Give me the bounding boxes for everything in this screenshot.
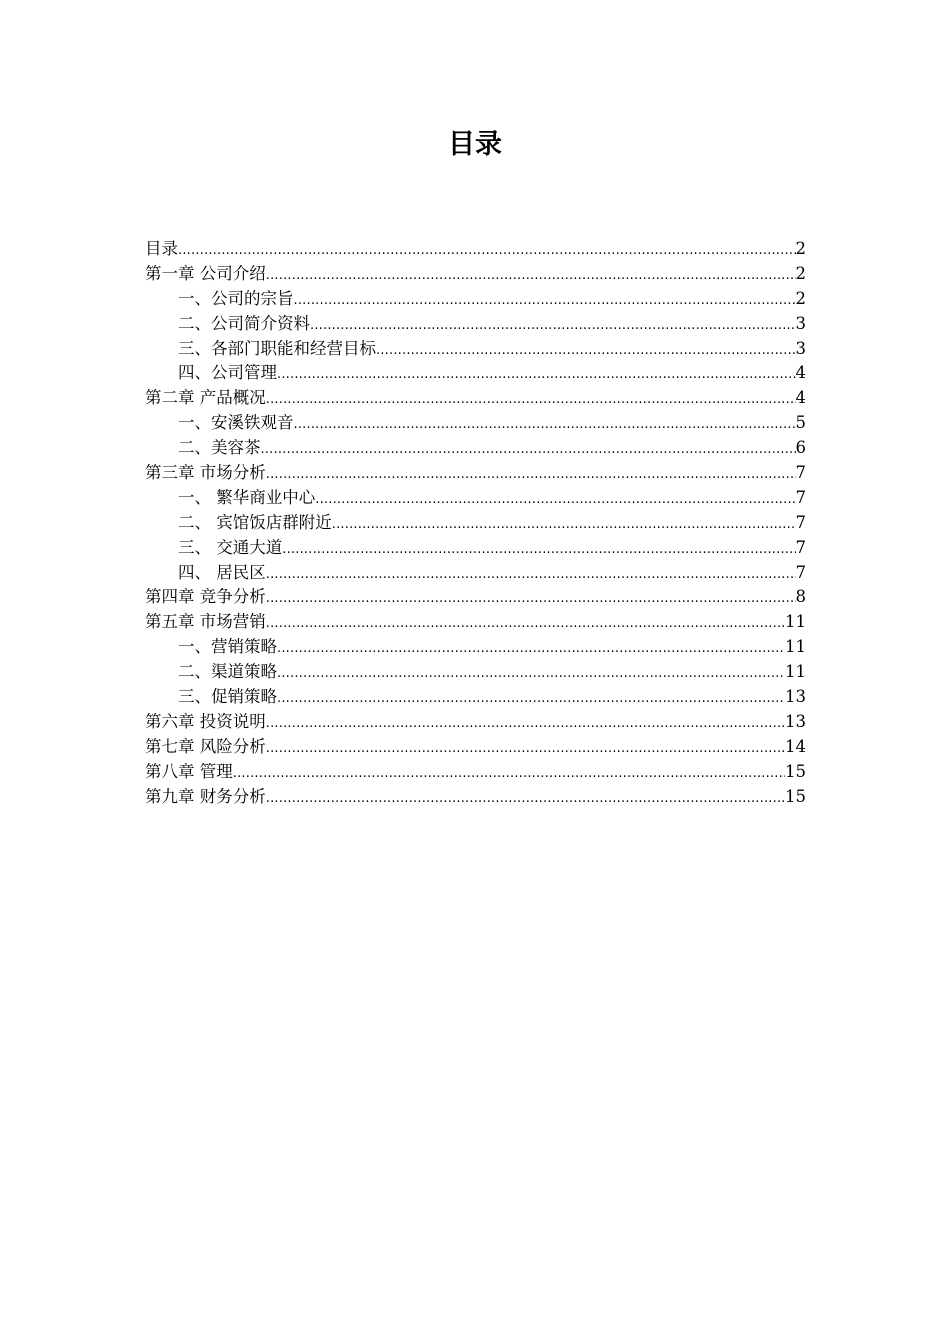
toc-page-number: 5 [795,413,806,433]
toc-entry-label: 四、公司管理 [178,363,277,383]
toc-entry[interactable] [145,436,806,461]
toc-entry-label: 一、公司的宗旨 [178,288,294,308]
toc-entry[interactable] [145,536,806,561]
toc-entry[interactable] [145,685,806,710]
toc-entry-label: 二、美容茶 [178,438,261,458]
toc-entry-label: 一、安溪铁观音 [178,413,294,433]
toc-entry-label: 第二章 产品概况 [145,388,266,408]
toc-page-number: 11 [785,662,806,682]
toc-entry[interactable] [145,312,806,337]
toc-entry-label: 三、 交通大道 [178,537,283,557]
toc-entry[interactable] [145,486,806,511]
toc-page-number: 2 [795,263,806,283]
toc-dot-leader [277,637,785,662]
toc-dot-leader [294,413,796,438]
toc-entry-label: 一、 繁华商业中心 [178,487,316,507]
toc-dot-leader [261,438,796,463]
toc-dot-leader [277,662,785,687]
toc-entry-label: 二、渠道策略 [178,662,277,682]
toc-entry-label: 第三章 市场分析 [145,463,266,483]
toc-dot-leader [266,712,785,737]
toc-dot-leader [266,737,785,762]
toc-page-number: 13 [785,687,806,707]
toc-page-number: 15 [785,786,806,806]
toc-dot-leader [376,339,796,364]
table-of-contents [145,237,806,809]
toc-page-number: 2 [795,288,806,308]
toc-entry-label: 第七章 风险分析 [145,736,266,756]
toc-dot-leader [315,488,795,513]
toc-dot-leader [266,787,785,812]
toc-entry-label: 二、公司简介资料 [178,313,310,333]
toc-entry[interactable] [145,760,806,785]
toc-dot-leader [266,264,796,289]
toc-page-number: 7 [795,537,806,557]
toc-entry-label: 三、促销策略 [178,687,277,707]
toc-entry-label: 第四章 竞争分析 [145,587,266,607]
toc-dot-leader [310,314,796,339]
toc-entry[interactable] [145,710,806,735]
toc-page-number: 4 [795,363,806,383]
toc-dot-leader [233,762,785,787]
toc-entry-label: 一、营销策略 [178,637,277,657]
toc-dot-leader [294,289,796,314]
toc-page-number: 7 [795,512,806,532]
toc-page-number: 6 [795,438,806,458]
toc-entry-label: 第五章 市场营销 [145,612,266,632]
toc-dot-leader [266,612,785,637]
toc-entry-label: 第九章 财务分析 [145,786,266,806]
toc-entry-label: 第一章 公司介绍 [145,263,266,283]
toc-entry-label: 三、各部门职能和经营目标 [178,338,376,358]
toc-page-number: 2 [795,239,806,258]
toc-dot-leader [266,587,796,612]
toc-entry[interactable] [145,735,806,760]
toc-dot-leader [282,538,795,563]
page-title: 目录 [448,129,502,160]
toc-entry[interactable] [145,361,806,386]
toc-dot-leader [266,563,796,588]
toc-entry-label: 目录 [145,239,178,258]
toc-dot-leader [332,513,796,538]
toc-entry[interactable] [145,511,806,536]
toc-entry[interactable] [145,610,806,635]
toc-page-number: 8 [795,587,806,607]
toc-entry[interactable] [145,461,806,486]
toc-page-number: 15 [785,761,806,781]
toc-entry-label: 第八章 管理 [145,761,233,781]
toc-page-number: 11 [785,637,806,657]
toc-page-number: 7 [795,463,806,483]
toc-dot-leader [277,687,785,712]
toc-page-number: 3 [795,338,806,358]
toc-entry-label: 第六章 投资说明 [145,711,266,731]
toc-entry-label: 四、 居民区 [178,562,266,582]
toc-entry[interactable] [145,785,806,810]
toc-page-number: 3 [795,313,806,333]
toc-page-number: 14 [785,736,806,756]
toc-dot-leader [178,239,796,264]
toc-entry[interactable] [145,585,806,610]
toc-entry[interactable] [145,337,806,362]
toc-page-number: 13 [785,711,806,731]
toc-entry[interactable] [145,660,806,685]
toc-entry[interactable] [145,635,806,660]
toc-page-number: 7 [795,487,806,507]
toc-entry[interactable] [145,561,806,586]
toc-page-number: 4 [795,388,806,408]
toc-entry-label: 二、 宾馆饭店群附近 [178,512,332,532]
toc-entry[interactable] [145,237,806,262]
toc-dot-leader [277,363,796,388]
toc-page-number: 11 [785,612,806,632]
toc-dot-leader [266,463,796,488]
toc-dot-leader [266,388,796,413]
toc-entry[interactable] [145,262,806,287]
toc-page-number: 7 [795,562,806,582]
toc-entry[interactable] [145,386,806,411]
toc-entry[interactable] [145,411,806,436]
toc-entry[interactable] [145,287,806,312]
